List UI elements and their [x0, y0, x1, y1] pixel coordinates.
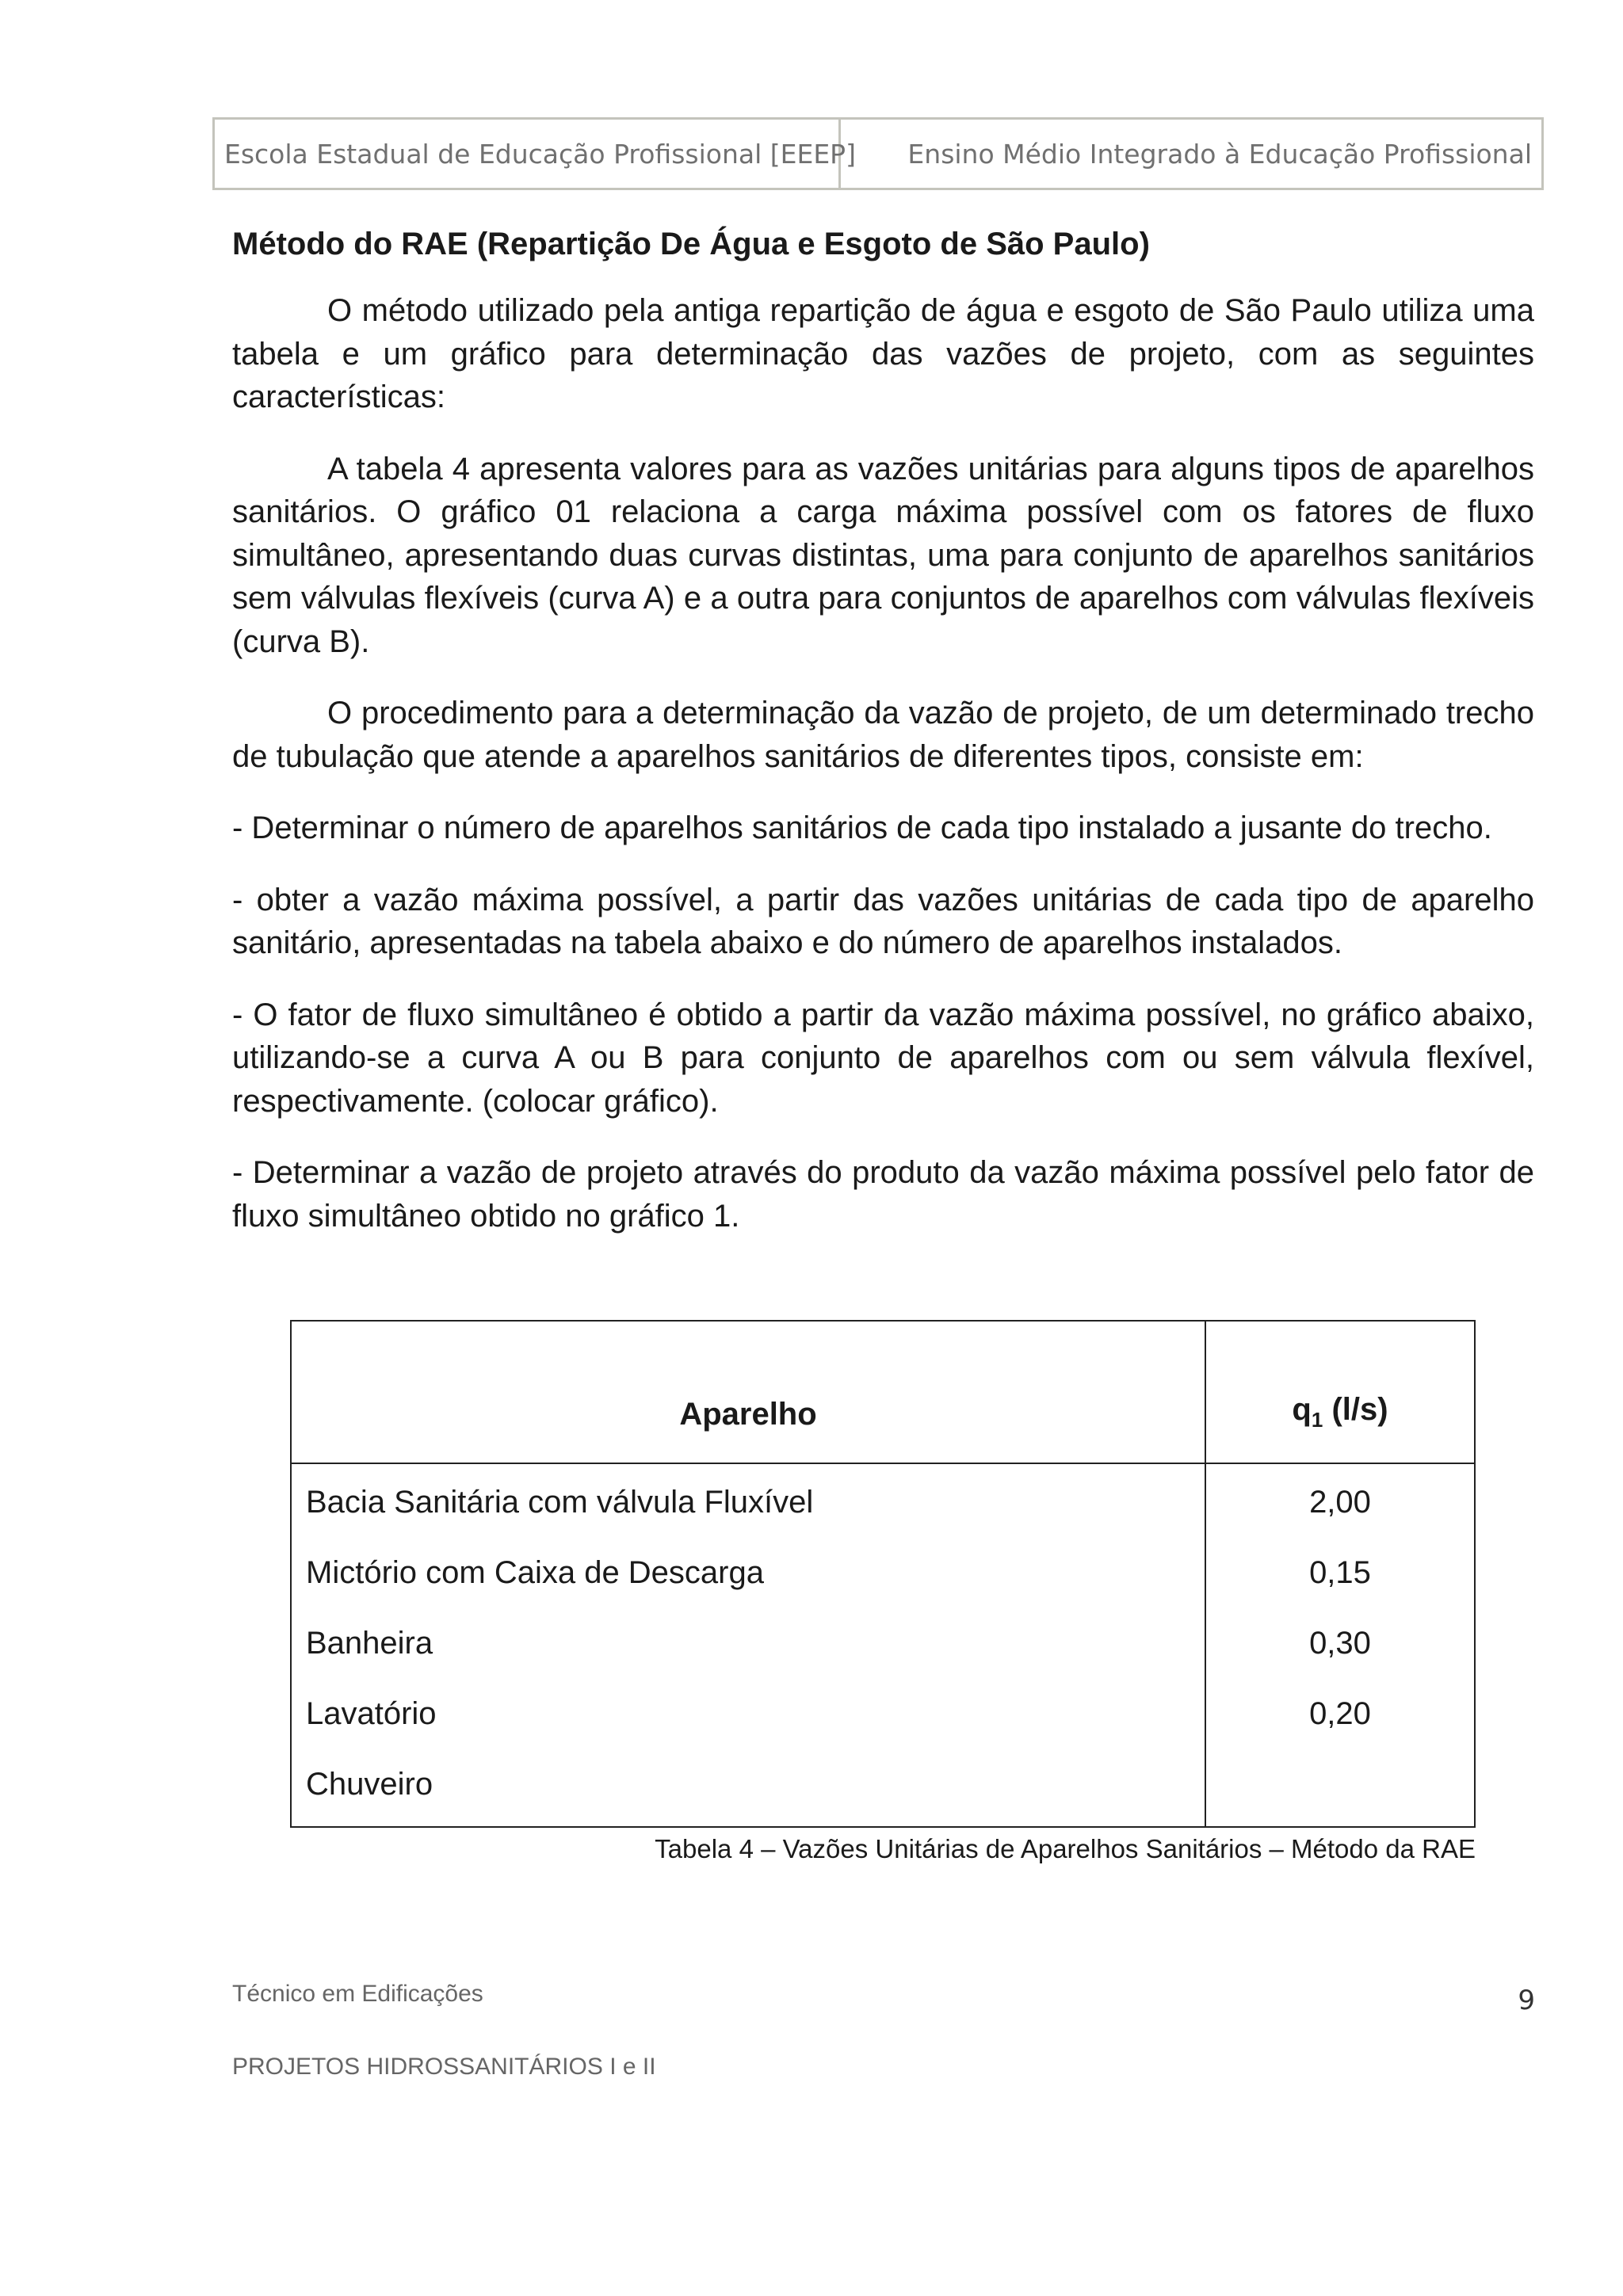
unit-flow-table-block — [290, 1320, 1476, 1864]
procedure-step-4: - Determinar a vazão de projeto através do produto da vazão máxima possível pelo fator de fluxo simultâneo obtido no gráfico 1. — [232, 1155, 1534, 1234]
table-caption: Tabela 4 – Vazões Unitárias de Aparelhos Sanitários – Método da RAE — [655, 1834, 1476, 1863]
header-school-name: Escola Estadual de Educação Profissional [EEEP] — [215, 120, 841, 188]
paragraph-intro: O método utilizado pela antiga repartição de água e esgoto de São Paulo utiliza uma tabela e um gráfico para determinação das vazões de projeto, com as seguintes características: — [232, 293, 1534, 414]
row-aparelho-name: Lavatório — [306, 1696, 437, 1731]
table-row — [291, 1538, 1475, 1608]
row-aparelho-name: Mictório com Caixa de Descarga — [306, 1555, 764, 1590]
row-q1-value: 0,20 — [1205, 1679, 1475, 1749]
row-aparelho-name: Banheira — [306, 1626, 433, 1661]
table-row — [291, 1749, 1475, 1827]
procedure-step-3: - O fator de fluxo simultâneo é obtido a partir da vazão máxima possível, no gráfico abaixo, utilizando-se a curva A ou B para conjunto de aparelhos com ou sem válvula flexível, respectivamente. (colocar gráfico). — [232, 997, 1534, 1119]
footer-subject: PROJETOS HIDROSSANITÁRIOS I e II — [232, 2054, 656, 2080]
procedure-step-1: - Determinar o número de aparelhos sanitários de cada tipo instalado a jusante do trecho. — [232, 810, 1492, 845]
section-title: Método do RAE (Repartição De Água e Esgoto de São Paulo) — [232, 227, 1150, 261]
procedure-step-2: - obter a vazão máxima possível, a partir das vazões unitárias de cada tipo de aparelho sanitário, apresentadas na tabela abaixo e do número de aparelhos instalados. — [232, 882, 1534, 960]
main-content — [232, 224, 1534, 1266]
table-header-row — [291, 1321, 1475, 1463]
table-row — [291, 1463, 1475, 1538]
row-aparelho-name: Chuveiro — [306, 1767, 433, 1802]
row-q1-value: 2,00 — [1205, 1463, 1475, 1538]
header-program-name: Ensino Médio Integrado à Educação Profissional — [907, 138, 1532, 170]
row-q1-value: 0,30 — [1205, 1608, 1475, 1679]
paragraph-procedure: O procedimento para a determinação da vazão de projeto, de um determinado trecho de tubulação que atende a aparelhos sanitários de diferentes tipos, consiste em: — [232, 696, 1534, 774]
column-header-aparelho: Aparelho — [291, 1321, 1205, 1463]
unit-flow-table — [290, 1320, 1476, 1828]
page-header — [212, 117, 1544, 190]
table-row — [291, 1679, 1475, 1749]
row-q1-value: 0,15 — [1205, 1538, 1475, 1608]
footer-course: Técnico em Edificações — [232, 1981, 483, 2007]
table-row — [291, 1608, 1475, 1679]
column-header-q1: $q_1$ (l/s) — [1205, 1321, 1475, 1463]
paragraph-table-description: A tabela 4 apresenta valores para as vazões unitárias para alguns tipos de aparelhos sanitários. O gráfico 01 relaciona a carga máxima possível com os fatores de fluxo simultâneo, apresentando duas curvas distintas, uma para conjunto de aparelhos sanitários sem válvulas flexíveis (curva A) e a outra para conjuntos de aparelhos com válvulas flexíveis (curva B). — [232, 451, 1534, 659]
row-aparelho-name: Bacia Sanitária com válvula Fluxível — [306, 1485, 814, 1520]
page-footer — [232, 1981, 656, 2126]
row-q1-value — [1205, 1749, 1475, 1827]
page-number: 9 — [1518, 1985, 1535, 2016]
